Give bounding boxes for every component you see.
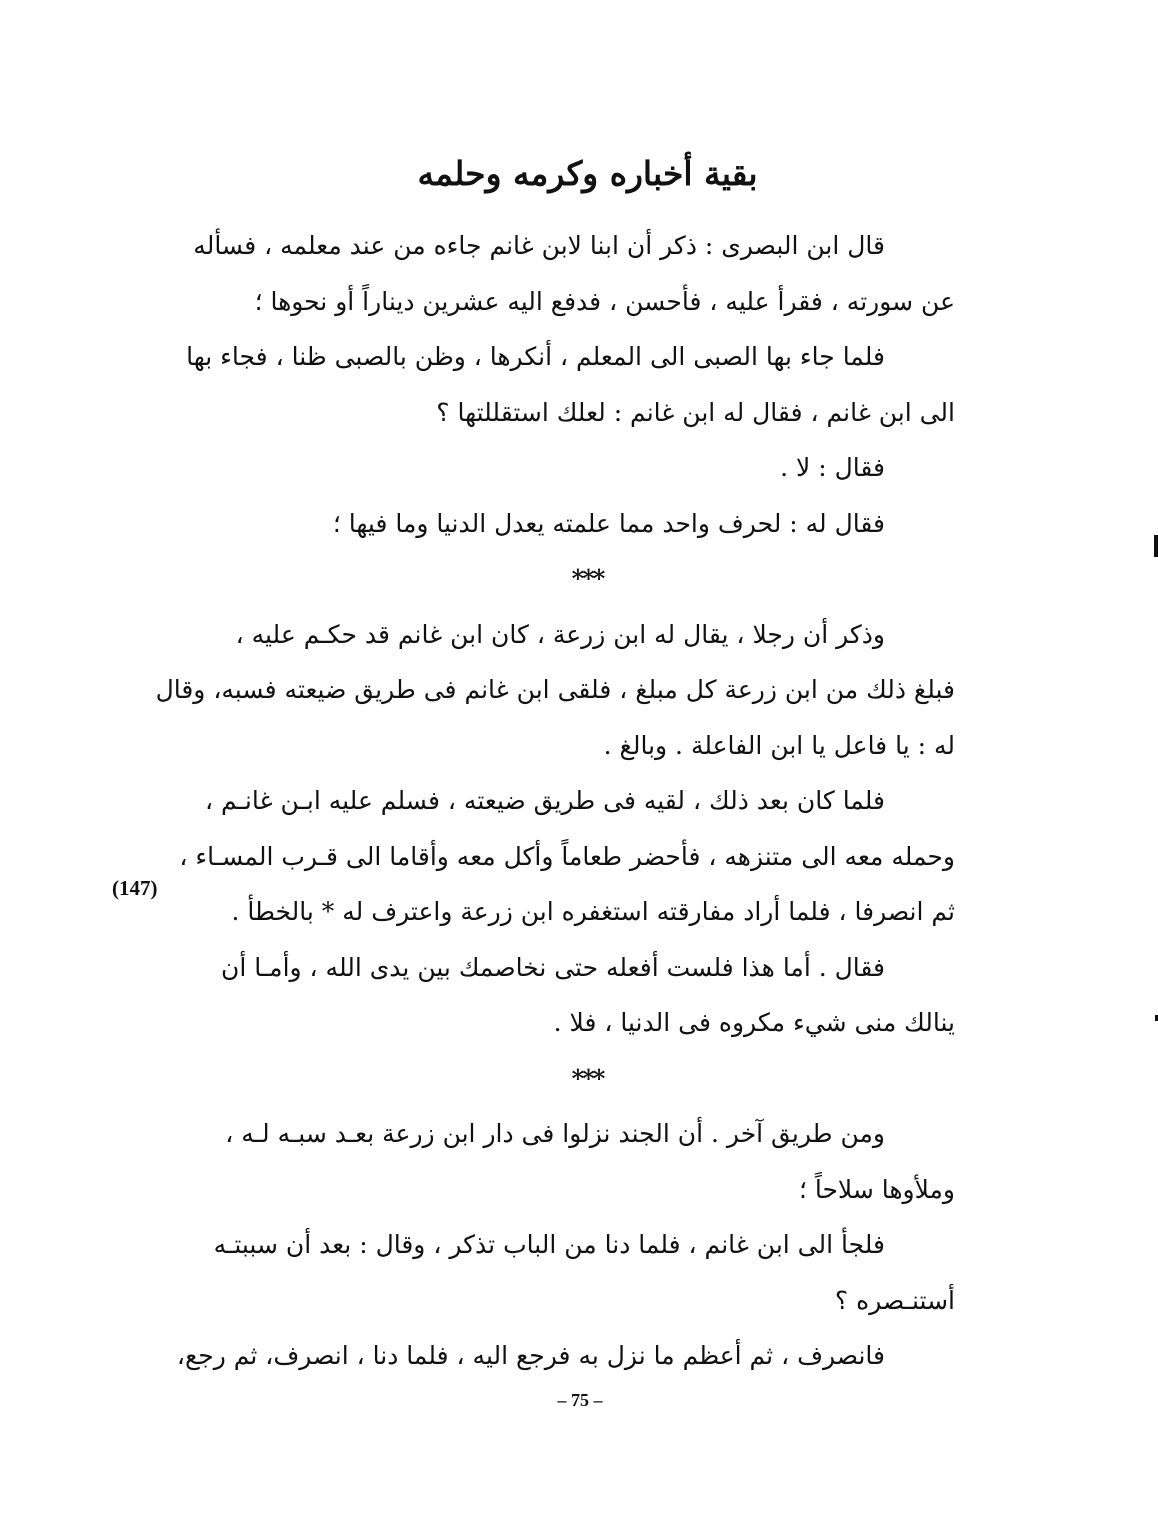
text-line: فقال : لا .	[780, 453, 885, 482]
page-title: بقية أخباره وكرمه وحلمه	[417, 154, 758, 193]
text-line: ثم انصرفا ، فلما أراد مفارقته استغفره ابن زرعة واعترف له * بالخطأ .	[231, 897, 955, 926]
text-line: ينالك منى شيء مكروه فى الدنيا ، فلا .	[553, 1008, 955, 1037]
section-separator: ***	[571, 564, 604, 593]
text-line: له : يا فاعل يا ابن الفاعلة . وبالغ .	[603, 730, 955, 760]
text-line: قال ابن البصرى : ذكر أن ابنا لابن غانم جاءه من عند معلمه ، فسأله	[193, 231, 885, 260]
text-line: وذكر أن رجلا ، يقال له ابن زرعة ، كان ابن غانم قد حكـم عليه ،	[235, 619, 885, 649]
text-line: وملأوها سلاحاً ؛	[798, 1174, 955, 1204]
text-line: فلما جاء بها الصبى الى المعلم ، أنكرها ، وظن بالصبى ظنا ، فجاء بها	[186, 342, 885, 371]
text-line: الى ابن غانم ، فقال له ابن غانم : لعلك استقللتها ؟	[436, 397, 955, 427]
margin-page-number: (147)	[112, 876, 158, 900]
text-line: أستنـصره ؟	[834, 1285, 955, 1315]
body-text	[155, 218, 955, 1384]
scan-edge-mark	[1154, 535, 1158, 557]
text-line: فانصرف ، ثم أعظم ما نزل به فرجع اليه ، فلما دنا ، انصرف، ثم رجع،	[176, 1341, 885, 1370]
text-line: عن سورته ، فقرأ عليه ، فأحسن ، فدفع اليه عشرين ديناراً أو نحوها ؛	[254, 286, 955, 316]
section-separator: ***	[571, 1063, 604, 1093]
text-line: فلما كان بعد ذلك ، لقيه فى طريق ضيعته ، فسلم عليه ابـن غانـم ،	[204, 786, 885, 815]
text-line: ومن طريق آخر . أن الجند نزلوا فى دار ابن زرعة بعـد سبـه لـه ،	[225, 1119, 885, 1148]
text-line: فلجأ الى ابن غانم ، فلما دنا من الباب تذكر ، وقال : بعد أن سببتـه	[213, 1230, 885, 1259]
text-line: وحمله معه الى متنزهه ، فأحضر طعاماً وأكل معه وأقاما الى قـرب المسـاء ،	[179, 841, 955, 871]
text-line: فبلغ ذلك من ابن زرعة كل مبلغ ، فلقى ابن غانم فى طريق ضيعته فسبه، وقال	[155, 675, 955, 704]
text-line: فقال . أما هذا فلست أفعله حتى نخاصمك بين يدى الله ، وأمـا أن	[220, 952, 885, 982]
page-number: – 75 –	[557, 1390, 603, 1410]
text-line: فقال له : لحرف واحد مما علمته يعدل الدنيا وما فيها ؛	[332, 508, 885, 538]
